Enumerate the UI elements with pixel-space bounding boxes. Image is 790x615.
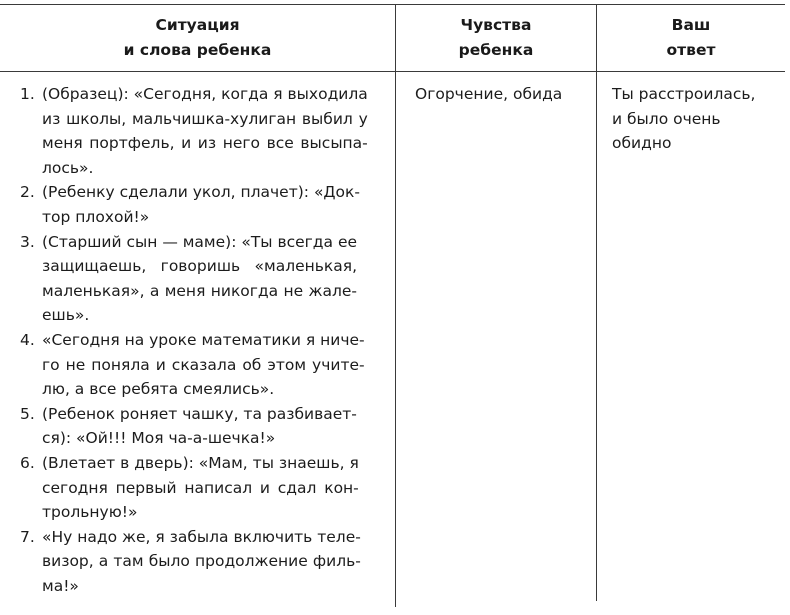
answer-line: обидно [612,134,672,153]
item-number: 1. [20,85,35,103]
item-number: 2. [20,183,35,202]
situation-line: визор, а там было продолжение филь- [42,552,361,571]
column-divider-2 [596,4,597,601]
situation-item-1 [20,82,382,180]
header-line: Чувства [460,16,532,34]
header-line: ребенка [458,41,534,59]
table-top-border [0,4,785,5]
situation-item-2 [20,180,382,229]
situation-item-4 [20,328,382,402]
situation-line: «Ну надо же, я забыла включить теле- [42,527,361,546]
header-line: Ваш [671,16,711,34]
situation-item-3 [20,230,382,328]
item-number: 7. [20,527,35,546]
situation-line: (Старший сын — маме): «Ты всегда ее [42,232,358,251]
situation-line: (Влетает в дверь): «Мам, ты знаешь, я [42,453,359,472]
situation-line: «Сегодня на уроке математики я ниче- [42,330,365,349]
situation-line: трольную!» [42,503,138,522]
situation-line: (Ребенку сделали укол, плачет): «Док- [42,183,360,202]
item-number: 4. [20,330,35,349]
situation-line: (Ребенок роняет чашку, та разбивает- [42,404,357,423]
situation-line: го не поняла и сказала об этом учите- [42,355,365,374]
header-line: ответ [666,41,716,59]
feelings-cell-1: Огорчение, обида [415,85,563,103]
situation-line: лось». [42,158,94,177]
column-divider-1 [395,4,396,607]
header-line: Ситуация [155,16,240,34]
answer-line: и было очень [612,109,721,128]
header-answer [597,13,785,63]
situation-item-6 [20,451,382,525]
item-number: 5. [20,404,35,423]
situation-item-5 [20,402,382,451]
situation-line: из школы, мальчишка-хулиган выбил у [42,109,368,128]
situation-line: ся): «Ой!!! Моя ча-а-шечка!» [42,429,276,448]
header-divider [0,71,785,72]
answer-line: Ты расстроилась, [612,85,756,103]
situation-line: (Образец): «Сегодня, когда я выходила [42,85,368,103]
header-situation [0,13,395,63]
situation-line: лю, а все ребята смеялись». [42,380,275,399]
situation-item-7 [20,525,382,599]
header-line: и слова ребенка [123,41,272,59]
situation-line: маленькая», а меня никогда не жале- [42,281,358,300]
situation-line: меня портфель, и из него все высыпа- [42,134,368,153]
situations-column [20,82,382,598]
item-number: 6. [20,453,35,472]
situation-line: ма!» [42,576,79,595]
situation-line: тор плохой!» [42,207,150,226]
situation-line: сегодня первый написал и сдал кон- [42,478,359,497]
situation-line: защищаешь, говоришь «маленькая, [42,257,358,276]
answer-column [612,82,784,156]
situation-line: ешь». [42,306,90,325]
header-feelings [396,13,596,63]
item-number: 3. [20,232,35,251]
feelings-column [415,82,590,107]
